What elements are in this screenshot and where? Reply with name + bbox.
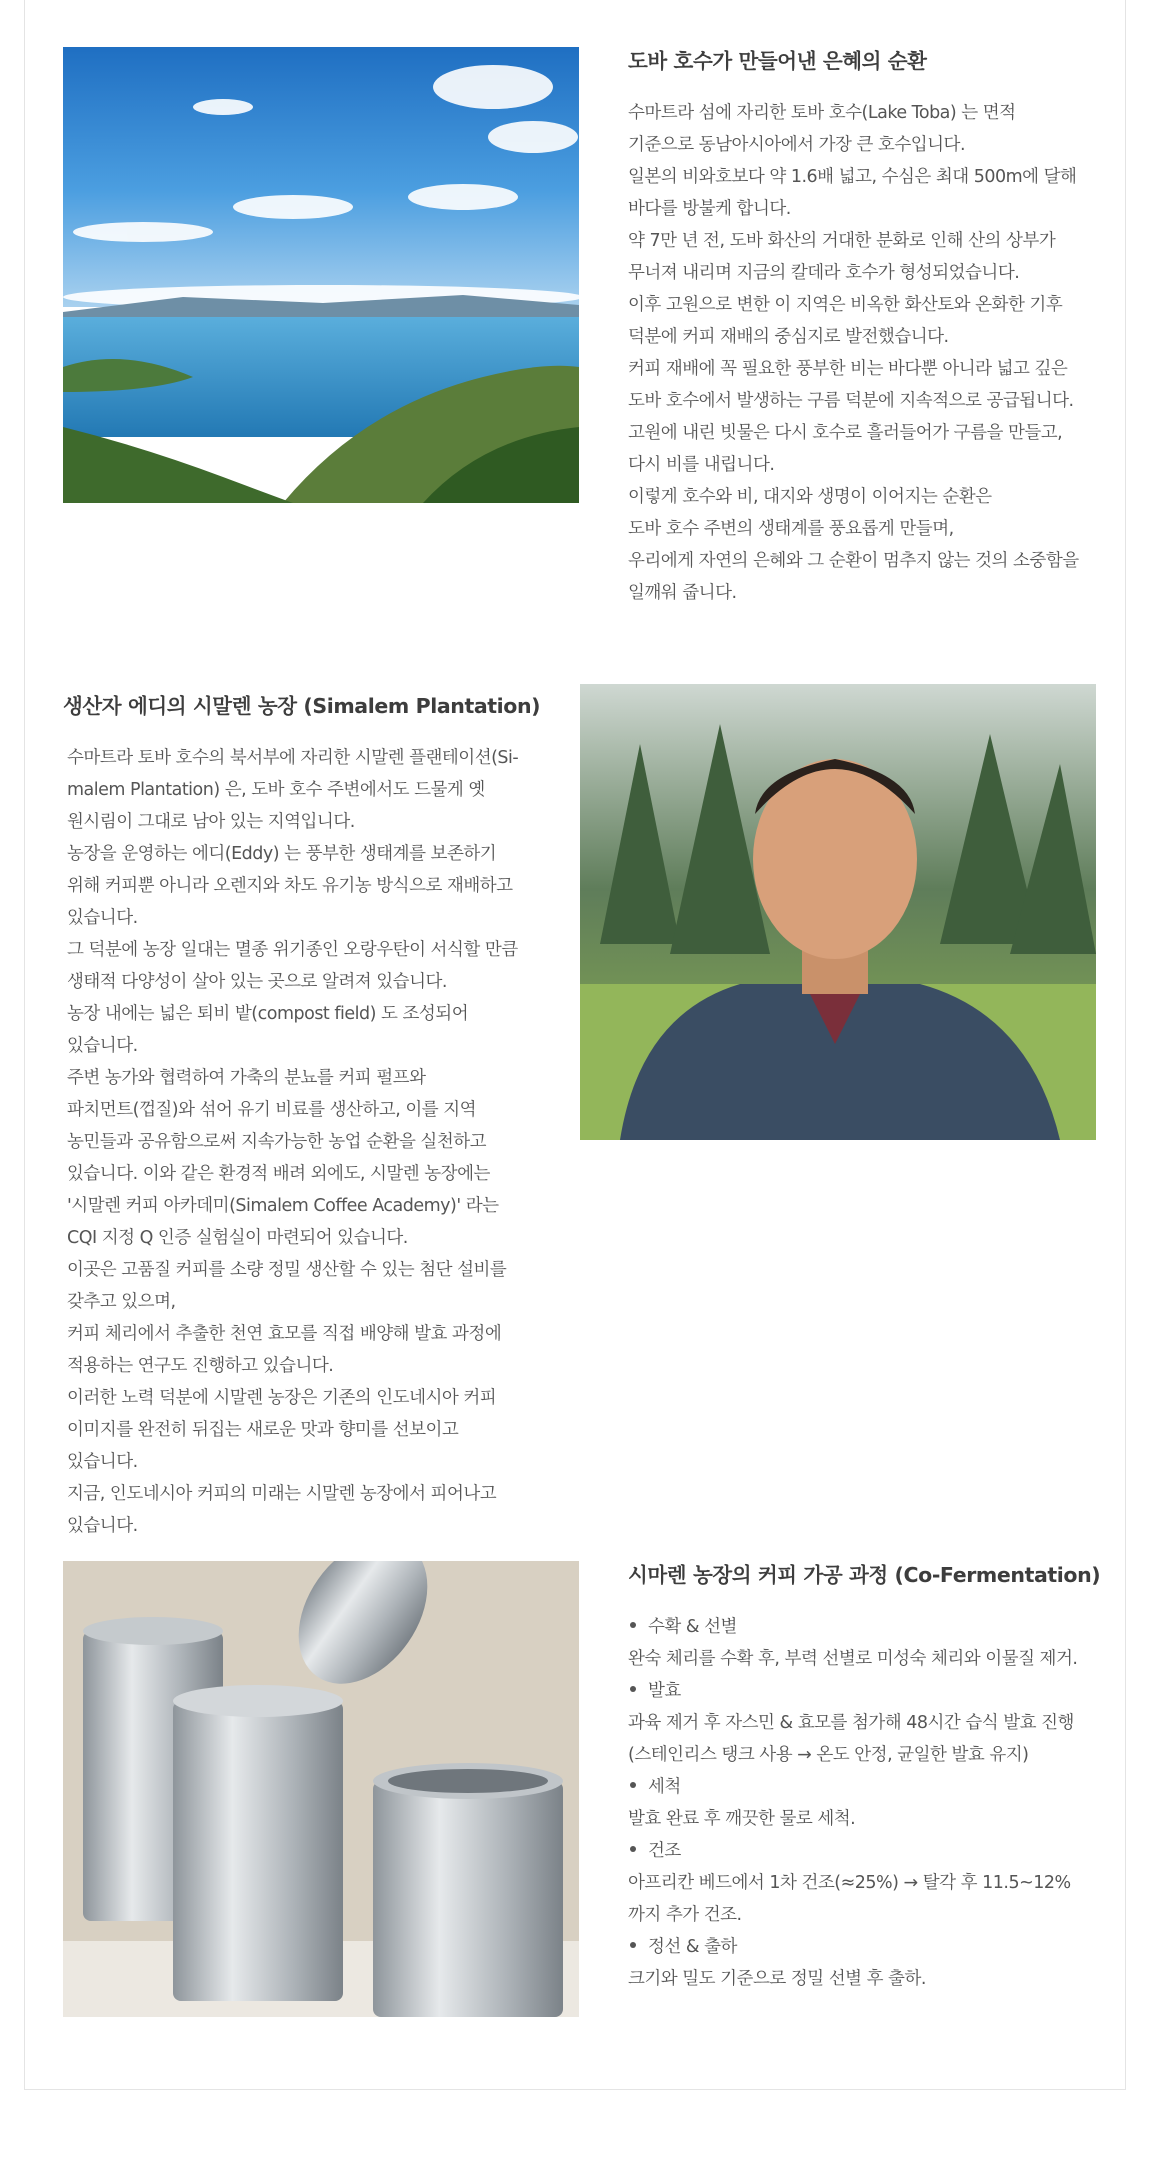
process-step-description: 까지 추가 건조.: [628, 1904, 742, 1925]
text-line: 농장을 운영하는 에디(Eddy) 는 풍부한 생태계를 보존하기: [67, 843, 497, 864]
bullet-icon: [630, 1782, 636, 1788]
text-line: 도바 호수에서 발생하는 구름 덕분에 지속적으로 공급됩니다.: [628, 390, 1074, 411]
text-line: 무너져 내리며 지금의 칼데라 호수가 형성되었습니다.: [628, 262, 1020, 283]
text-line: 이후 고원으로 변한 이 지역은 비옥한 화산토와 온화한 기후: [628, 294, 1063, 315]
text-line: 지금, 인도네시아 커피의 미래는 시말렌 농장에서 피어나고: [67, 1483, 497, 1504]
bullet-icon: [630, 1686, 636, 1692]
process-step-label: 정선 & 출하: [648, 1936, 737, 1957]
section-heading-lake-toba: 도바 호수가 만들어낸 은혜의 순환: [628, 49, 927, 73]
text-line: 일깨워 줍니다.: [628, 582, 737, 603]
text-line: 이렇게 호수와 비, 대지와 생명이 이어지는 순환은: [628, 486, 992, 507]
process-step-title: [628, 1611, 1098, 1643]
farmer-eddy-photo: [580, 684, 1096, 1140]
text-line: 고원에 내린 빗물은 다시 호수로 흘러들어가 구름을 만들고,: [628, 422, 1063, 443]
text-line: 이미지를 완전히 뒤집는 새로운 맛과 향미를 선보이고: [67, 1419, 459, 1440]
lake-toba-paragraph: [628, 97, 1098, 609]
fermentation-tanks-photo: [63, 1561, 579, 2017]
section-heading-simalem: 생산자 에디의 시말렌 농장 (Simalem Plantation): [63, 694, 541, 718]
text-line: 수마트라 섬에 자리한 토바 호수(Lake Toba) 는 면적: [628, 102, 1016, 123]
simalem-paragraph: [63, 742, 553, 1542]
text-line: CQI 지정 Q 인증 실험실이 마련되어 있습니다.: [67, 1227, 408, 1248]
process-step-title: [628, 1835, 1098, 1867]
text-line: 이러한 노력 덕분에 시말렌 농장은 기존의 인도네시아 커피: [67, 1387, 497, 1408]
bullet-icon: [630, 1622, 636, 1628]
process-step-title: [628, 1931, 1098, 1963]
text-line: 생태적 다양성이 살아 있는 곳으로 알려져 있습니다.: [67, 971, 447, 992]
text-line: 적용하는 연구도 진행하고 있습니다.: [67, 1355, 334, 1376]
text-line: 일본의 비와호보다 약 1.6배 넓고, 수심은 최대 500m에 달해: [628, 166, 1077, 187]
text-line: 파치먼트(껍질)와 섞어 유기 비료를 생산하고, 이를 지역: [67, 1099, 477, 1120]
text-line: 갖추고 있으며,: [67, 1291, 176, 1312]
text-line: 주변 농가와 협력하여 가축의 분뇨를 커피 펄프와: [67, 1067, 426, 1088]
text-line: 있습니다. 이와 같은 환경적 배려 외에도, 시말렌 농장에는: [67, 1163, 490, 1184]
co-fermentation-text: [628, 1562, 1101, 1995]
bullet-icon: [630, 1942, 636, 1948]
text-line: 도바 호수 주변의 생태계를 풍요롭게 만들며,: [628, 518, 954, 539]
process-step-title: [628, 1675, 1098, 1707]
text-line: 있습니다.: [67, 1035, 138, 1056]
text-line: 그 덕분에 농장 일대는 멸종 위기종인 오랑우탄이 서식할 만큼: [67, 939, 518, 960]
text-line: 약 7만 년 전, 도바 화산의 거대한 분화로 인해 산의 상부가: [628, 230, 1056, 251]
text-line: 수마트라 토바 호수의 북서부에 자리한 시말렌 플랜테이션(Si-: [67, 747, 519, 768]
co-fermentation-steps: [628, 1611, 1098, 1995]
simalem-plantation-text: [63, 693, 553, 1542]
lake-toba-photo: [63, 47, 579, 503]
text-line: 커피 체리에서 추출한 천연 효모를 직접 배양해 발효 과정에: [67, 1323, 502, 1344]
process-step-description: 발효 완료 후 깨끗한 물로 세척.: [628, 1808, 856, 1829]
text-line: 있습니다.: [67, 907, 138, 928]
process-step-label: 수확 & 선별: [648, 1616, 737, 1637]
text-line: '시말렌 커피 아카데미(Simalem Coffee Academy)' 라는: [67, 1195, 499, 1216]
text-line: 커피 재배에 꼭 필요한 풍부한 비는 바다뿐 아니라 넓고 깊은: [628, 358, 1068, 379]
lake-toba-text: [628, 48, 1098, 609]
process-step-label: 건조: [648, 1840, 681, 1861]
text-line: 농장 내에는 넓은 퇴비 밭(compost field) 도 조성되어: [67, 1003, 469, 1024]
process-step-description: 아프리칸 베드에서 1차 건조(≈25%) → 탈각 후 11.5~12%: [628, 1872, 1071, 1893]
process-step-description: 완숙 체리를 수확 후, 부력 선별로 미성숙 체리와 이물질 제거.: [628, 1648, 1078, 1669]
process-step-label: 세척: [648, 1776, 681, 1797]
text-line: 바다를 방불케 합니다.: [628, 198, 791, 219]
process-step-description: 크기와 밀도 기준으로 정밀 선별 후 출하.: [628, 1968, 926, 1989]
section-heading-co-fermentation: 시마렌 농장의 커피 가공 과정 (Co-Fermentation): [628, 1563, 1101, 1587]
text-line: 기준으로 동남아시아에서 가장 큰 호수입니다.: [628, 134, 966, 155]
text-line: 있습니다.: [67, 1451, 138, 1472]
text-line: 이곳은 고품질 커피를 소량 정밀 생산할 수 있는 첨단 설비를: [67, 1259, 507, 1280]
text-line: 원시림이 그대로 남아 있는 지역입니다.: [67, 811, 355, 832]
process-step-label: 발효: [648, 1680, 681, 1701]
text-line: 다시 비를 내립니다.: [628, 454, 775, 475]
text-line: 덕분에 커피 재배의 중심지로 발전했습니다.: [628, 326, 949, 347]
process-step-title: [628, 1771, 1098, 1803]
bullet-icon: [630, 1846, 636, 1852]
process-step-description: (스테인리스 탱크 사용 → 온도 안정, 균일한 발효 유지): [628, 1744, 1029, 1765]
text-line: 우리에게 자연의 은혜와 그 순환이 멈추지 않는 것의 소중함을: [628, 550, 1079, 571]
process-step-description: 과육 제거 후 자스민 & 효모를 첨가해 48시간 습식 발효 진행: [628, 1712, 1074, 1733]
text-line: malem Plantation) 은, 도바 호수 주변에서도 드물게 옛: [67, 779, 485, 800]
text-line: 농민들과 공유함으로써 지속가능한 농업 순환을 실천하고: [67, 1131, 487, 1152]
text-line: 있습니다.: [67, 1515, 138, 1536]
text-line: 위해 커피뿐 아니라 오렌지와 차도 유기농 방식으로 재배하고: [67, 875, 513, 896]
